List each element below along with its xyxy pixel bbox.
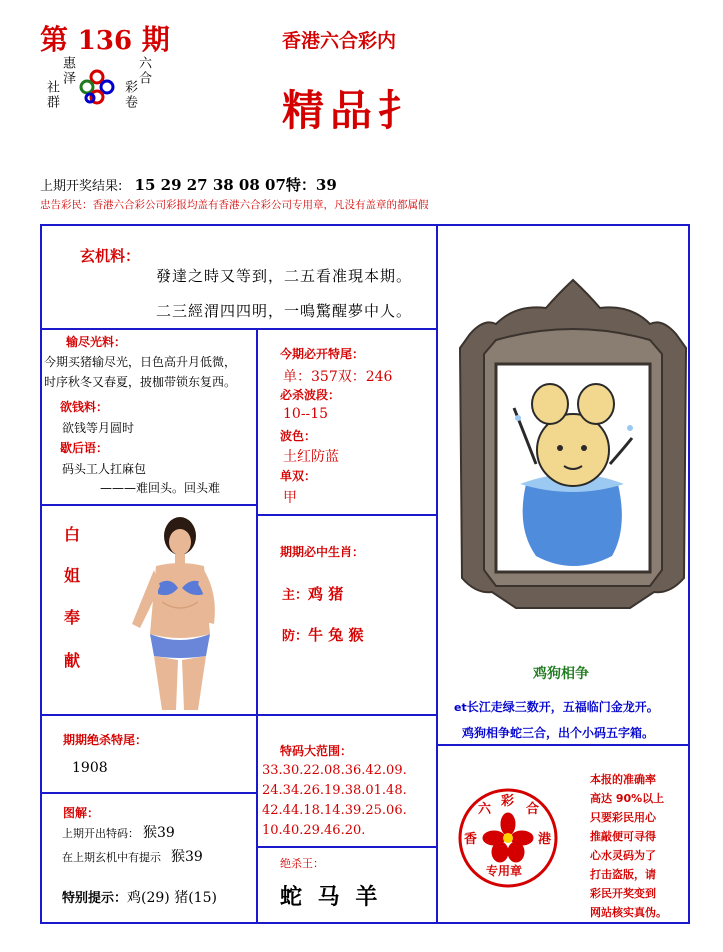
ornate-frame-picture bbox=[456, 278, 690, 616]
right-vertical-2: 彩卷 bbox=[122, 80, 137, 110]
shengxiao-main bbox=[282, 583, 343, 604]
xiehouyu-text: 码头工人扛麻包 bbox=[62, 462, 147, 476]
bo-title: 必杀波段： bbox=[280, 388, 341, 402]
color-value: 土红防蓝 bbox=[283, 449, 339, 465]
stamp-top-2: 彩 bbox=[501, 794, 515, 809]
special-tip bbox=[62, 887, 217, 907]
notice-line-3: 只要彩民用心 bbox=[590, 811, 656, 824]
notice-line-2: 高达 90%以上 bbox=[590, 792, 665, 805]
left-vertical-1: 惠泽 bbox=[60, 56, 75, 86]
divider-left-3 bbox=[40, 792, 258, 794]
bai-jie-char-3: 奉 bbox=[64, 608, 81, 627]
ds-title: 单双： bbox=[280, 469, 317, 483]
page-title: 精品扌 bbox=[282, 86, 427, 135]
tujie-line-2-label: 在上期玄机中有提示 bbox=[62, 851, 161, 864]
shujin-title: 输尽光料： bbox=[66, 335, 127, 349]
shengxiao-title: 期期必中生肖： bbox=[280, 545, 365, 559]
shujin-line-1: 今期买猪输尽光，日色高升月低微， bbox=[44, 355, 237, 369]
special-tip-value: 鸡(29) 猪(15) bbox=[127, 890, 217, 906]
model-photo bbox=[118, 514, 238, 710]
notice-line-1: 本报的准确率 bbox=[590, 773, 656, 786]
yuqian-title: 欲钱料： bbox=[60, 400, 109, 414]
notice-line-4: 推敲便可寻得 bbox=[590, 830, 656, 843]
warning-text: 忠告彩民：香港六合彩公司彩报均盖有香港六合彩公司专用章，凡没有盖章的都属假 bbox=[40, 199, 429, 211]
juesha-title: 期期绝杀特尾： bbox=[63, 733, 148, 747]
shengxiao-fang-value: 牛 兔 猴 bbox=[308, 626, 364, 644]
last-result-numbers: 15 29 27 38 08 07特：39 bbox=[134, 176, 337, 194]
special-tip-label: 特别提示： bbox=[62, 891, 128, 906]
xiehouyu-title: 歇后语： bbox=[60, 441, 109, 455]
shengxiao-fang-label: 防： bbox=[282, 629, 309, 644]
xuanji-line-1: 發達之時又等到，二五看准現本期。 bbox=[156, 267, 413, 285]
notice-text bbox=[590, 770, 690, 922]
tujie-line-1 bbox=[62, 822, 175, 842]
picture-line-2: 鸡狗相争蛇三合，出个小码五字箱。 bbox=[462, 726, 655, 740]
tujie-line-1-value: 猴39 bbox=[143, 825, 175, 841]
issue-suffix: 期 bbox=[141, 23, 170, 56]
bai-jie-char-2: 姐 bbox=[64, 566, 81, 585]
notice-line-6: 打击盗版，请 bbox=[590, 868, 656, 881]
last-result-row bbox=[40, 174, 337, 195]
range-title: 特码大范围： bbox=[280, 744, 353, 758]
wang-value: 蛇 马 羊 bbox=[280, 884, 382, 910]
left-vertical-2: 社群 bbox=[44, 80, 59, 110]
tujie-line-1-label: 上期开出特码： bbox=[62, 827, 139, 840]
picture-line-1 bbox=[454, 698, 659, 715]
issue-prefix: 第 bbox=[40, 23, 69, 56]
bo-value: 10--15 bbox=[283, 406, 329, 422]
divider-mid-column bbox=[256, 328, 258, 922]
bai-jie-char-1: 白 bbox=[64, 525, 81, 544]
last-result-label: 上期开奖结果: bbox=[40, 179, 123, 194]
divider-right-1 bbox=[436, 744, 688, 746]
picture-caption: 鸡狗相争 bbox=[533, 666, 589, 682]
range-row-1: 33.30.22.08.36.42.09. bbox=[262, 763, 407, 778]
tujie-title: 图解： bbox=[63, 806, 100, 820]
tujie-line-2 bbox=[62, 846, 203, 866]
shengxiao-fang bbox=[282, 624, 363, 645]
notice-line-8: 网站核实真伪。 bbox=[590, 906, 667, 919]
notice-line-5: 心水灵码为了 bbox=[590, 849, 656, 862]
ds-value: 甲 bbox=[283, 490, 297, 506]
right-vertical-1: 六合 bbox=[136, 56, 151, 86]
xuanji-title: 玄机料： bbox=[80, 247, 141, 265]
bai-jie-char-4: 献 bbox=[64, 651, 81, 670]
divider-left-2 bbox=[40, 714, 438, 716]
divider-top-left bbox=[40, 328, 438, 330]
shengxiao-main-value: 鸡 猪 bbox=[308, 585, 344, 603]
stamp-top-1: 六 bbox=[478, 802, 492, 817]
yuqian-text: 欲钱等月圆时 bbox=[62, 421, 135, 435]
stamp-right: 港 bbox=[538, 832, 552, 847]
divider-mid-1 bbox=[256, 514, 438, 516]
range-row-4: 10.40.29.46.20. bbox=[262, 823, 366, 838]
official-stamp bbox=[456, 786, 560, 890]
tema-dan-shuang: 单：357双：246 bbox=[283, 369, 393, 385]
notice-line-7: 彩民开奖变到 bbox=[590, 887, 656, 900]
tujie-line-2-value: 猴39 bbox=[171, 849, 203, 865]
color-title: 波色： bbox=[280, 429, 317, 443]
divider-mid-2 bbox=[256, 846, 438, 848]
issue-number: 136 bbox=[77, 26, 133, 56]
issue-label bbox=[40, 18, 170, 58]
shengxiao-main-label: 主： bbox=[282, 588, 309, 603]
tema-title: 今期必开特尾： bbox=[280, 347, 365, 361]
stamp-bottom: 专用章 bbox=[486, 864, 523, 878]
wang-title: 绝杀王： bbox=[280, 857, 324, 870]
juesha-value: 1908 bbox=[72, 760, 108, 776]
lottery-logo-icon bbox=[78, 68, 116, 106]
stamp-left: 香 bbox=[464, 832, 478, 847]
picture-prefix: et bbox=[454, 701, 467, 714]
xiehouyu-answer: ———难回头。回头难 bbox=[100, 481, 221, 495]
divider-left-1 bbox=[40, 504, 258, 506]
picture-line-1-text: 长江走绿三数开，五福临门金龙开。 bbox=[466, 700, 659, 714]
stamp-top-3: 合 bbox=[526, 802, 540, 817]
xuanji-line-2: 二三經渭四四明，一鳴驚醒夢中人。 bbox=[156, 302, 413, 320]
shujin-line-2: 时序秋冬又春夏，披枷带锁东复西。 bbox=[44, 375, 237, 389]
range-row-2: 24.34.26.19.38.01.48. bbox=[262, 783, 407, 798]
page-subtitle: 香港六合彩内 bbox=[282, 30, 397, 52]
range-row-3: 42.44.18.14.39.25.06. bbox=[262, 803, 407, 818]
